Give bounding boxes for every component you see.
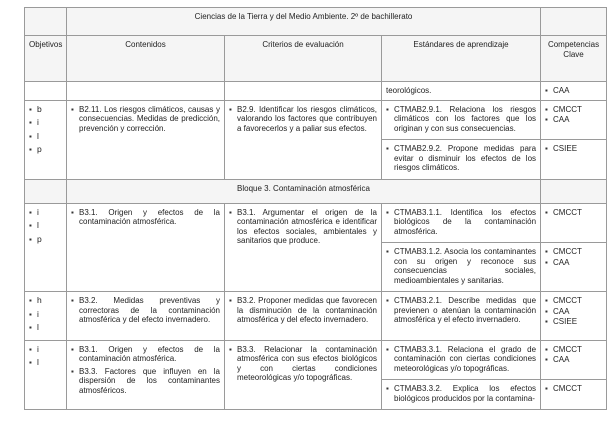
table-row-b3-3-1 bbox=[25, 340, 607, 380]
criterio-item: ▪ B3.2. Proponer medidas que favorecen la disminución de la contaminación atmosférica y del efecto invernadero. bbox=[229, 296, 377, 325]
competencias-cell bbox=[541, 243, 607, 292]
estandar-cell bbox=[382, 203, 541, 243]
competencia-item: ▪ CMCCT bbox=[545, 247, 602, 257]
contenido-cell bbox=[67, 340, 225, 410]
estandar-cell: teorológicos. bbox=[382, 82, 541, 101]
contenido-item: ▪ B3.1. Origen y efectos de la contaminación atmosférica. bbox=[71, 345, 220, 364]
objetivo-item: ▪ p bbox=[29, 235, 62, 245]
header-row bbox=[25, 36, 607, 82]
competencias-cell bbox=[541, 140, 607, 180]
competencia-item: ▪ CAA bbox=[545, 258, 602, 268]
header-competencias-line2: Clave bbox=[563, 49, 584, 59]
objetivo-item: ▪ l bbox=[29, 132, 62, 142]
competencias-cell bbox=[541, 380, 607, 410]
criterio-cell bbox=[225, 203, 382, 292]
competencias-cell bbox=[541, 100, 607, 140]
table-row-b2-9-1 bbox=[25, 100, 607, 140]
criterio-item: ▪ B3.3. Relacionar la contaminación atmosférica con sus efectos biológicos y con ciertas condiciones meteorológicas y/o topográficas. bbox=[229, 345, 377, 383]
estandar-cell bbox=[382, 140, 541, 180]
header-competencias-line1: Competencias bbox=[547, 40, 600, 49]
competencia-item: ▪ CMCCT bbox=[545, 208, 602, 218]
competencias-cell bbox=[541, 203, 607, 243]
competencia-item: ▪ CMCCT bbox=[545, 296, 602, 306]
objetivos-cell bbox=[25, 100, 67, 179]
header-contenidos: Contenidos bbox=[67, 36, 225, 82]
objetivo-item: ▪ l bbox=[29, 221, 62, 231]
block-header-row bbox=[25, 179, 607, 203]
header-criterios: Criterios de evaluación bbox=[225, 36, 382, 82]
competencia-item: ▪ CAA bbox=[545, 86, 602, 96]
estandar-cell bbox=[382, 100, 541, 140]
objetivo-item: ▪ b bbox=[29, 105, 62, 115]
estandar-item: ▪ CTMAB3.2.1. Describe medidas que previenen o atenúan la contaminación atmosférica y el efecto invernadero. bbox=[386, 296, 536, 325]
competencia-item: ▪ CMCCT bbox=[545, 345, 602, 355]
objetivo-item: ▪ p bbox=[29, 145, 62, 155]
competencia-item: ▪ CAA bbox=[545, 307, 602, 317]
contenido-cell bbox=[67, 100, 225, 179]
objetivos-cell bbox=[25, 203, 67, 292]
competencia-item: ▪ CMCCT bbox=[545, 384, 602, 394]
objetivo-item: ▪ i bbox=[29, 118, 62, 128]
contenido-item: ▪ B2.11. Los riesgos climáticos, causas y consecuencias. Medidas de predicción, prevención y corrección. bbox=[71, 105, 220, 134]
curriculum-table bbox=[24, 7, 607, 410]
estandar-item: ▪ CTMAB3.1.2. Asocia los contaminantes con su origen y reconoce sus consecuencias sociales, medioambientales y sanitarias. bbox=[386, 247, 536, 285]
competencia-item: ▪ CAA bbox=[545, 115, 602, 125]
table-row-continuation bbox=[25, 82, 607, 101]
table-row-b3-2-1 bbox=[25, 292, 607, 341]
table-title: Ciencias de la Tierra y del Medio Ambiente. 2º de bachillerato bbox=[67, 8, 541, 36]
contenido-item: ▪ B3.1. Origen y efectos de la contaminación atmosférica. bbox=[71, 208, 220, 227]
objetivos-cell bbox=[25, 340, 67, 410]
estandar-cell bbox=[382, 380, 541, 410]
header-objetivos: Objetivos bbox=[25, 36, 67, 82]
competencias-cell bbox=[541, 340, 607, 380]
objetivo-item: ▪ i bbox=[29, 310, 62, 320]
estandar-item: ▪ CTMAB3.1.1. Identifica los efectos biológicos de la contaminación atmosférica. bbox=[386, 208, 536, 237]
competencia-item: ▪ CSIEE bbox=[545, 317, 602, 327]
title-row bbox=[25, 8, 607, 36]
header-estandares: Estándares de aprendizaje bbox=[382, 36, 541, 82]
competencias-cell bbox=[541, 82, 607, 101]
contenido-item: ▪ B3.3. Factores que influyen en la dispersión de los contaminantes atmosféricos. bbox=[71, 367, 220, 396]
competencia-item: ▪ CAA bbox=[545, 355, 602, 365]
table-row-b3-1-1 bbox=[25, 203, 607, 243]
block-title: Bloque 3. Contaminación atmosférica bbox=[67, 179, 541, 203]
header-competencias bbox=[541, 36, 607, 82]
estandar-item: ▪ CTMAB2.9.2. Propone medidas para evitar o disminuir los efectos de los riesgos climáticos. bbox=[386, 144, 536, 173]
objetivos-cell bbox=[25, 292, 67, 341]
estandar-item: ▪ CTMAB2.9.1. Relaciona los riesgos climáticos con los factores que los originan y con sus consecuencias. bbox=[386, 105, 536, 134]
objetivo-item: ▪ i bbox=[29, 208, 62, 218]
title-empty-cell-right bbox=[541, 8, 607, 36]
objetivo-item: ▪ h bbox=[29, 296, 62, 306]
criterio-item: ▪ B2.9. Identificar los riesgos climáticos, valorando los factores que contribuyen a favorecerlos y a paliar sus efectos. bbox=[229, 105, 377, 134]
criterio-cell bbox=[225, 100, 382, 179]
competencia-item: ▪ CSIEE bbox=[545, 144, 602, 154]
contenido-cell bbox=[67, 292, 225, 341]
estandar-cell bbox=[382, 340, 541, 380]
objetivo-item: ▪ l bbox=[29, 323, 62, 333]
competencia-item: ▪ CMCCT bbox=[545, 105, 602, 115]
estandar-item: ▪ CTMAB3.3.1. Relaciona el grado de contaminación con ciertas condiciones meteorológicas y/o topográficas. bbox=[386, 345, 536, 374]
objetivo-item: ▪ l bbox=[29, 358, 62, 368]
estandar-cell bbox=[382, 243, 541, 292]
criterio-item: ▪ B3.1. Argumentar el origen de la contaminación atmosférica e identificar los efectos sociales, ambientales y sanitarios que produce. bbox=[229, 208, 377, 246]
title-empty-cell bbox=[25, 8, 67, 36]
objetivo-item: ▪ i bbox=[29, 345, 62, 355]
estandar-item: ▪ CTMAB3.3.2. Explica los efectos biológicos producidos por la contamina- bbox=[386, 384, 536, 403]
competencias-cell bbox=[541, 292, 607, 341]
criterio-cell bbox=[225, 340, 382, 410]
contenido-cell bbox=[67, 203, 225, 292]
criterio-cell bbox=[225, 292, 382, 341]
estandar-cell bbox=[382, 292, 541, 341]
contenido-item: ▪ B3.2. Medidas preventivas y correctoras de la contaminación atmosférica y del efecto invernadero. bbox=[71, 296, 220, 325]
